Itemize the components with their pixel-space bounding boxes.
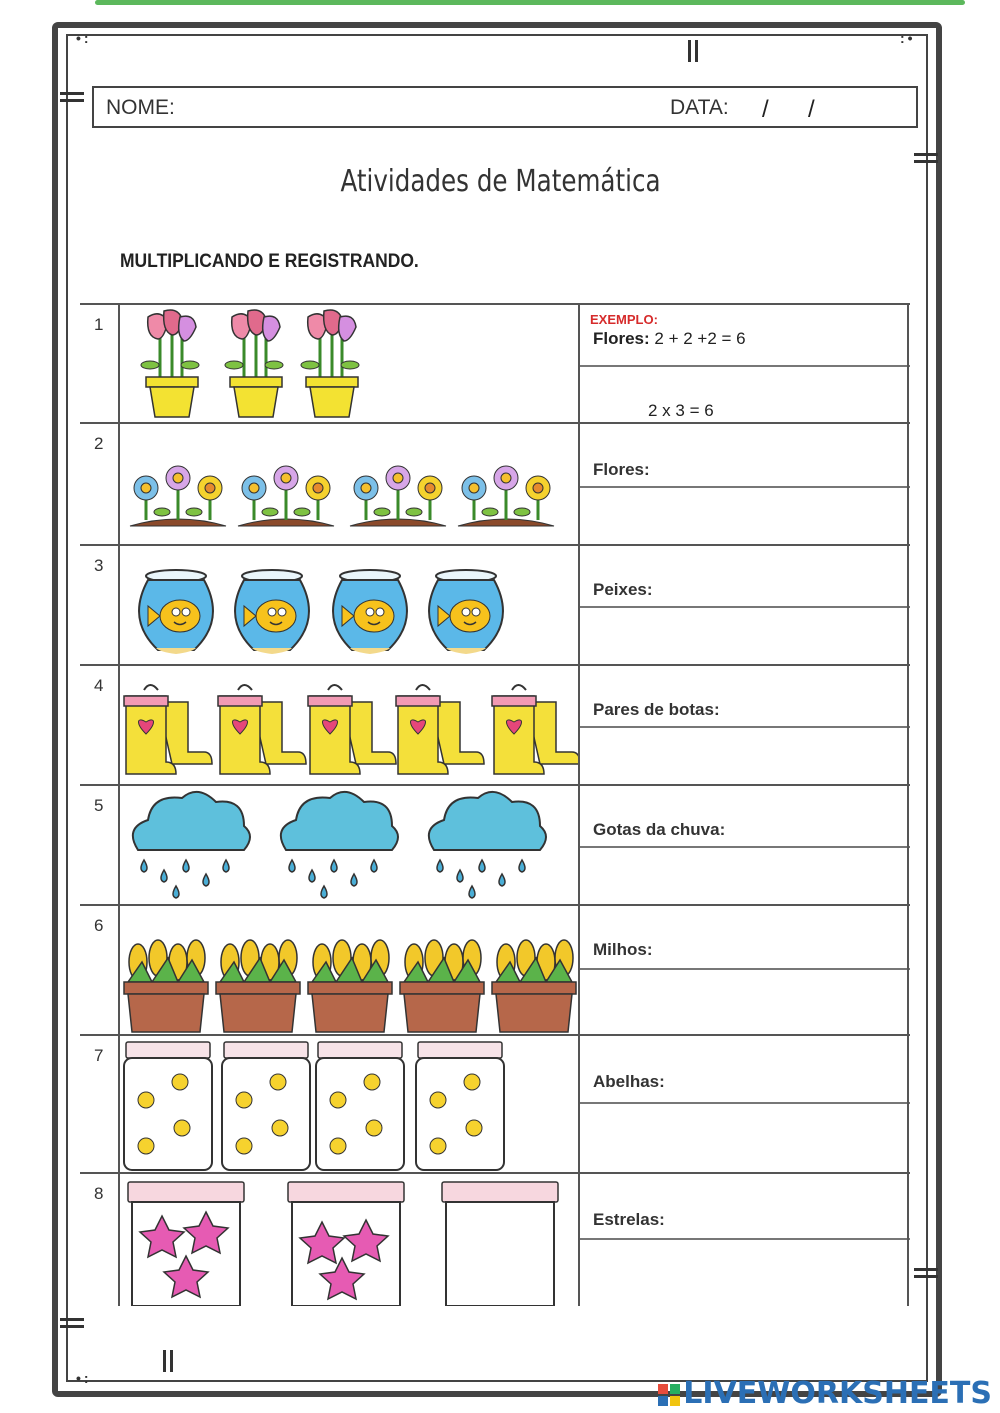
example-label: Flores: xyxy=(593,329,650,348)
bee-jars-illustration xyxy=(122,1036,578,1174)
row-number: 5 xyxy=(94,796,104,815)
answer-divider xyxy=(580,968,910,970)
answer-label: Milhos: xyxy=(593,940,653,959)
brand-footer xyxy=(657,1376,992,1411)
answer-divider xyxy=(580,846,910,848)
answer-divider xyxy=(580,1238,910,1240)
table-divider xyxy=(907,303,909,1306)
date-separator: / xyxy=(808,96,815,123)
frame-tick-icon xyxy=(60,92,84,102)
frame-dots-icon: •: xyxy=(76,30,92,46)
table-row xyxy=(80,1036,910,1174)
example-sum-value: 2 + 2 +2 = 6 xyxy=(654,329,746,348)
table-row xyxy=(80,1174,910,1306)
answer-label: Estrelas: xyxy=(593,1210,665,1229)
answer-label: Flores: xyxy=(593,460,650,479)
flower-pots-illustration xyxy=(122,305,578,426)
answer-divider xyxy=(580,486,910,488)
row-number: 7 xyxy=(94,1046,104,1065)
frame-tick-icon xyxy=(163,1350,173,1372)
answer-divider xyxy=(580,365,910,367)
row-number: 8 xyxy=(94,1184,104,1203)
table-row xyxy=(80,666,910,786)
page-title: Atividades de Matemática xyxy=(340,164,661,199)
frame-tick-icon xyxy=(688,40,698,62)
answer-divider xyxy=(580,1102,910,1104)
example-sum xyxy=(593,329,746,349)
answer-label: Pares de botas: xyxy=(593,700,720,719)
date-separator: / xyxy=(762,96,769,123)
answer-label: Gotas da chuva: xyxy=(593,820,726,839)
answer-divider xyxy=(580,606,910,608)
table-row xyxy=(80,303,910,424)
section-subtitle: MULTIPLICANDO E REGISTRANDO. xyxy=(120,251,419,272)
example-product: 2 x 3 = 6 xyxy=(648,401,714,420)
frame-tick-icon xyxy=(60,1318,84,1328)
row-number: 2 xyxy=(94,434,104,453)
date-label: DATA: xyxy=(670,96,729,119)
top-accent-bar xyxy=(95,0,965,5)
exercise-table xyxy=(80,303,910,1306)
frame-dots-icon: :• xyxy=(900,30,916,46)
answer-label: Abelhas: xyxy=(593,1072,665,1091)
fish-bowls-illustration xyxy=(122,546,578,666)
example-tag: EXEMPLO: xyxy=(590,312,658,327)
answer-divider xyxy=(580,726,910,728)
boot-pairs-illustration xyxy=(122,666,578,786)
row-number: 3 xyxy=(94,556,104,575)
corn-planters-illustration xyxy=(122,906,578,1036)
header-box xyxy=(92,86,918,128)
answer-label: Peixes: xyxy=(593,580,653,599)
row-number: 6 xyxy=(94,916,104,935)
table-divider xyxy=(578,303,580,1306)
row-number: 4 xyxy=(94,676,104,695)
brand-logo-icon xyxy=(657,1383,683,1407)
frame-tick-icon xyxy=(914,153,938,163)
rain-clouds-illustration xyxy=(122,786,578,906)
flower-beds-illustration xyxy=(122,424,578,546)
table-row xyxy=(80,546,910,666)
brand-name: LIVEWORKSHEETS xyxy=(683,1376,992,1411)
table-row xyxy=(80,424,910,546)
name-label: NOME: xyxy=(106,96,175,119)
row-number: 1 xyxy=(94,315,104,334)
star-jars-illustration xyxy=(122,1174,578,1306)
frame-tick-icon xyxy=(914,1268,938,1278)
table-row xyxy=(80,786,910,906)
table-row xyxy=(80,906,910,1036)
table-divider xyxy=(118,303,120,1306)
frame-dots-icon: •: xyxy=(76,1370,92,1386)
